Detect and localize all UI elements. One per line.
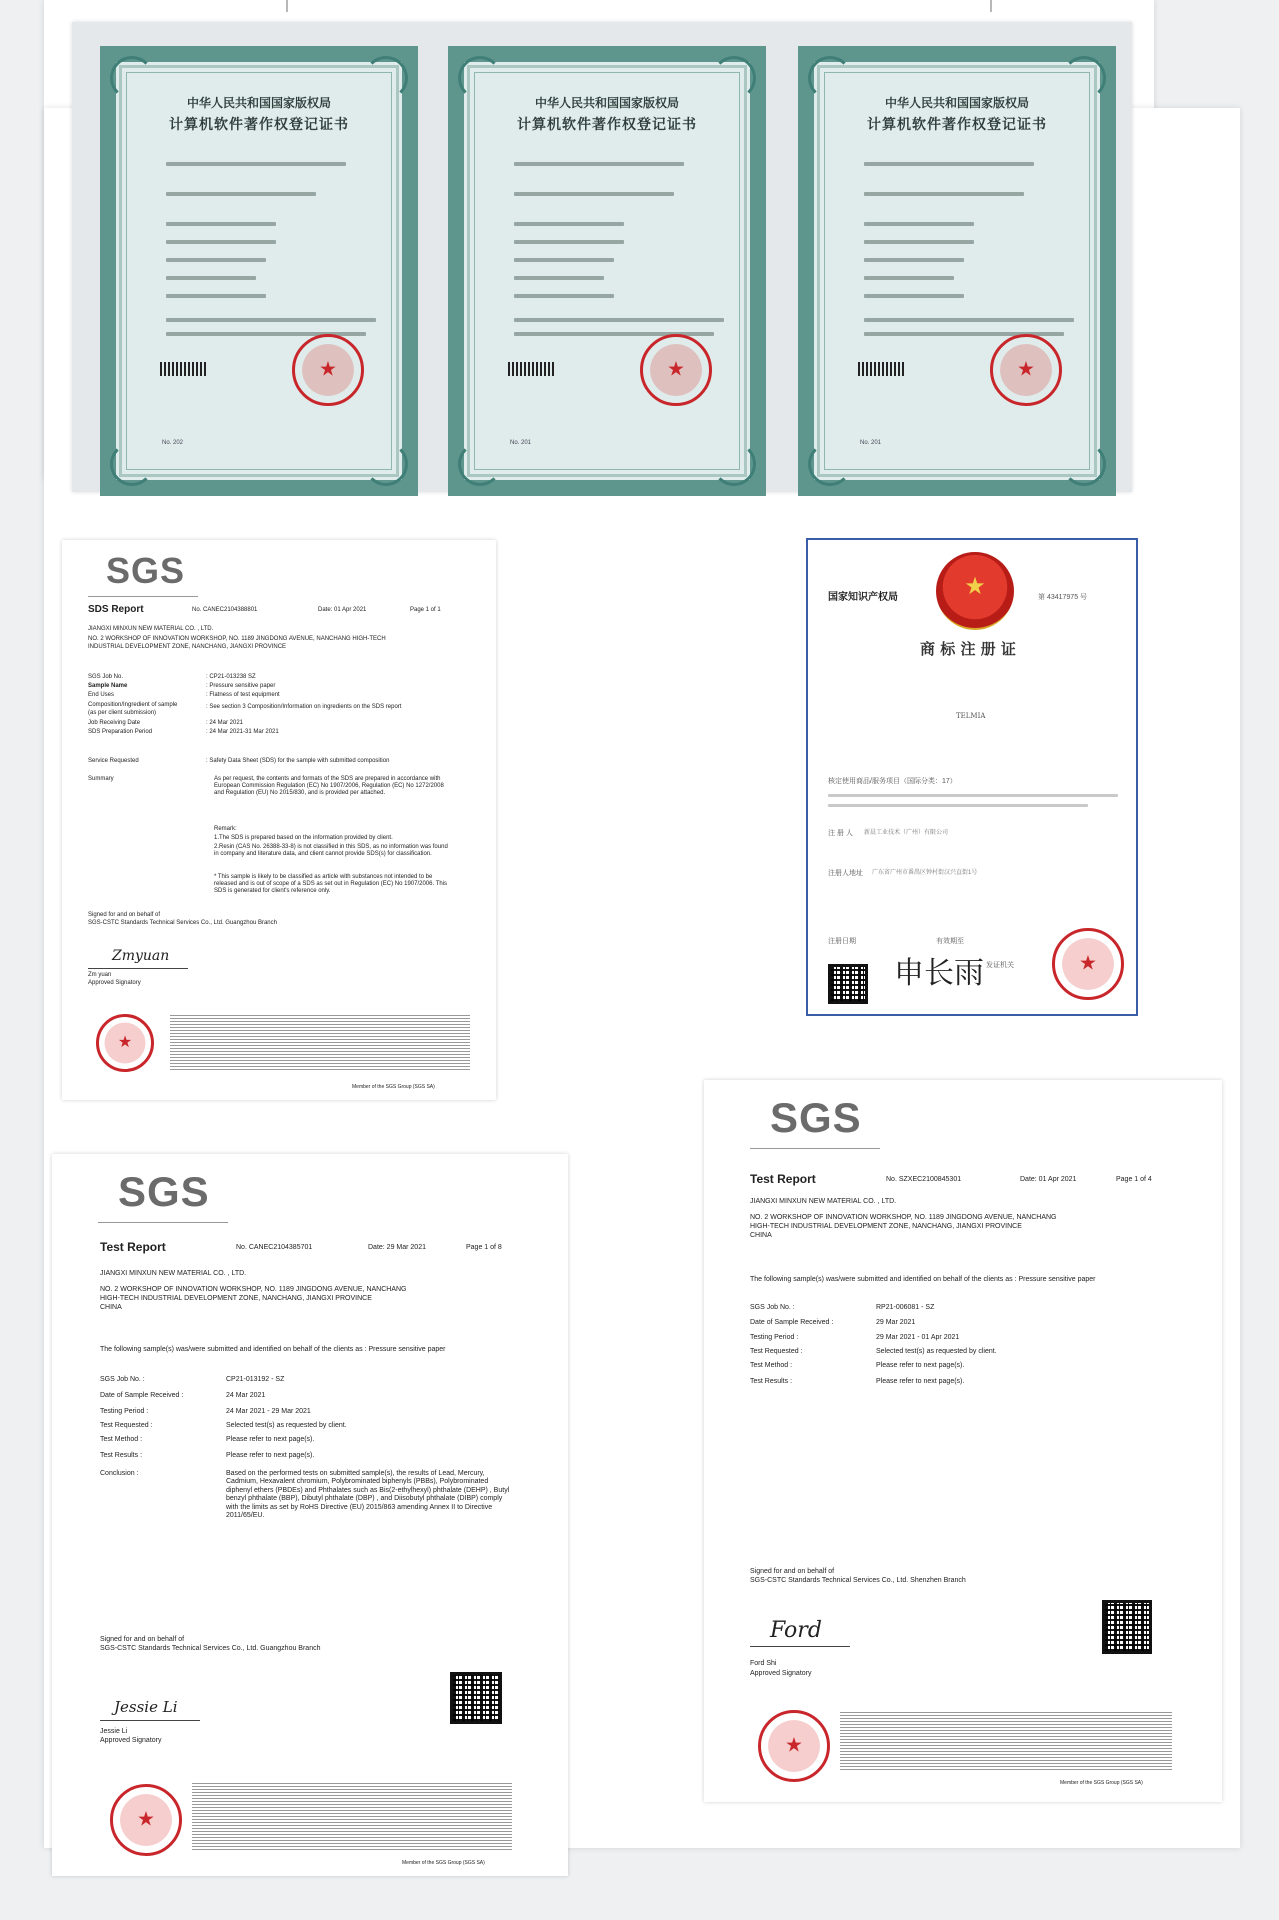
company-address: CHINA — [100, 1304, 122, 1311]
field-value: RP21-006081 - SZ — [876, 1304, 935, 1311]
certificate-title: 计算机软件著作权登记证书 — [517, 117, 697, 133]
summary-text: As per request, the contents and formats of the SDS are prepared in accordance with European Commission Regulation (EC) No 1907/2006, Regulation (EC) No 1272/2008 and Regulation (EU) No 2015/830, and is provided per attached. — [214, 776, 444, 797]
signed-for: Signed for and on behalf of — [88, 912, 161, 918]
qr-code — [450, 1672, 502, 1724]
field-value: 29 Mar 2021 — [876, 1319, 916, 1326]
sgs-logo: SGS — [770, 1094, 862, 1141]
field-label: Job Receiving Date — [88, 720, 141, 726]
ornament-icon — [458, 442, 502, 486]
remark-text: 2.Resin (CAS No. 26388-33-8) is not classified in this SDS, as no information was found in company and literature data, and client cannot provide SDS(s) for classification. — [214, 844, 448, 858]
sgs-seal: ★ — [758, 1710, 830, 1782]
ornament-icon — [808, 442, 852, 486]
divider-line — [990, 0, 992, 12]
barcode — [858, 362, 904, 376]
sgs-logo: SGS — [106, 550, 186, 591]
national-emblem: ★ — [936, 552, 1014, 630]
software-copyright-certificate — [448, 46, 766, 496]
signatory-name: Jessie Li — [100, 1728, 128, 1735]
conclusion-text: Based on the performed tests on submitted sample(s), the results of Lead, Mercury, Cadmium, Hexavalent chromium, Polybrominated biphenyls (PBBs), Polybrominated diphenyl ethers (PBDEs) and Phthalates such as Bis(2-ethylhexyl) phthalate (DEHP) , Butyl benzyl phthalate (BBP), Dibutyl phthalate (DBP) , and Diisobutyl phthalate (DIBP) comply with the limits as set by RoHS Directive (EU) 2015/863 amending Annex II to Directive 2011/65/EU. — [226, 1470, 510, 1519]
report-title: SDS Report — [88, 604, 144, 615]
field-label: (as per client submission) — [88, 710, 157, 716]
certificate-title: 计算机软件著作权登记证书 — [867, 117, 1047, 133]
field-label: Test Requested : — [750, 1348, 803, 1355]
signed-for: Signed for and on behalf of — [750, 1568, 835, 1575]
member-note: Member of the SGS Group (SGS SA) — [1060, 1780, 1143, 1786]
company-address: INDUSTRIAL DEVELOPMENT ZONE, NANCHANG, JIANGXI PROVINCE — [88, 644, 287, 650]
terms-fine-print — [840, 1710, 1172, 1770]
signatory-role: Approved Signatory — [750, 1670, 812, 1677]
conclusion-label: Conclusion : — [100, 1470, 139, 1477]
address-value: 广东省广州市番禺区钟村街汉兴直街1号 — [872, 870, 978, 876]
official-seal: ★ — [990, 334, 1062, 406]
test-report-guangzhou — [52, 1154, 568, 1876]
report-number: No. CANEC2104388801 — [192, 607, 258, 613]
field-value: : 24 Mar 2021 — [206, 720, 244, 726]
member-note: Member of the SGS Group (SGS SA) — [402, 1860, 485, 1866]
field-value: Selected test(s) as requested by client. — [226, 1422, 347, 1429]
software-copyright-certificate — [100, 46, 418, 496]
ornament-icon — [110, 442, 154, 486]
registrant-label: 注 册 人 — [828, 830, 853, 837]
remark-title: Remark: — [214, 826, 237, 832]
certificate-number: No. 202 — [162, 440, 184, 446]
certificate-authority: 中华人民共和国国家版权局 — [534, 96, 679, 110]
field-value: : 24 Mar 2021-31 Mar 2021 — [206, 729, 279, 735]
company-address: HIGH-TECH INDUSTRIAL DEVELOPMENT ZONE, NANCHANG, JIANGXI PROVINCE — [100, 1295, 372, 1302]
date-label: 注册日期 — [828, 938, 856, 945]
report-page: Page 1 of 4 — [1116, 1176, 1152, 1183]
field-value: : Safety Data Sheet (SDS) for the sample with submitted composition — [206, 758, 390, 764]
certificate-authority: 中华人民共和国国家版权局 — [186, 96, 331, 110]
field-value: : See section 3 Composition/Information on ingredients on the SDS report — [206, 704, 402, 710]
divider-line — [286, 0, 288, 12]
software-copyright-certificate — [798, 46, 1116, 496]
official-seal: ★ — [292, 334, 364, 406]
terms-fine-print — [192, 1782, 512, 1850]
registrant-value: 新晨工业技术（广州）有限公司 — [864, 830, 949, 836]
field-value: Selected test(s) as requested by client. — [876, 1348, 997, 1355]
field-label: Test Requested : — [100, 1422, 153, 1429]
report-date: Date: 29 Mar 2021 — [368, 1244, 426, 1251]
field-label: Test Results : — [100, 1452, 143, 1459]
certificate-number: No. 201 — [860, 440, 882, 446]
issuer-label: 发证机关 — [986, 962, 1014, 969]
intro-text: The following sample(s) was/were submitted and identified on behalf of the clients as : Pressure sensitive paper — [100, 1346, 446, 1353]
field-label: Testing Period : — [750, 1334, 799, 1341]
field-label: Test Method : — [750, 1362, 793, 1369]
company-name: JIANGXI MINXUN NEW MATERIAL CO. , LTD. — [88, 626, 214, 632]
signed-organization: SGS-CSTC Standards Technical Services Co., Ltd. Shenzhen Branch — [750, 1577, 966, 1584]
field-label: Sample Name — [88, 683, 128, 689]
signed-organization: SGS-CSTC Standards Technical Services Co., Ltd. Guangzhou Branch — [88, 920, 277, 926]
report-number: No. CANEC2104385701 — [236, 1244, 313, 1251]
signatory-name: Ford Shi — [750, 1660, 777, 1667]
report-date: Date: 01 Apr 2021 — [318, 607, 367, 613]
signature: Jessie Li — [114, 1698, 178, 1716]
field-label: SGS Job No. : — [100, 1376, 145, 1383]
signatory-role: Approved Signatory — [88, 980, 141, 986]
report-title: Test Report — [100, 1240, 166, 1254]
software-certificates — [72, 22, 1132, 492]
certificate-title: 商 标 注 册 证 — [920, 640, 1016, 658]
company-address: NO. 2 WORKSHOP OF INNOVATION WORKSHOP, NO. 1189 JINGDONG AVENUE, NANCHANG HIGH-TECH — [88, 636, 386, 642]
validity-label: 有效期至 — [936, 938, 964, 945]
report-number: No. SZXEC2100845301 — [886, 1176, 962, 1183]
intro-text: The following sample(s) was/were submitted and identified on behalf of the clients as : Pressure sensitive paper — [750, 1276, 1096, 1283]
certificate-title: 计算机软件著作权登记证书 — [169, 117, 349, 133]
report-page: Page 1 of 1 — [410, 607, 441, 613]
company-name: JIANGXI MINXUN NEW MATERIAL CO. , LTD. — [750, 1198, 897, 1205]
field-value: : Flatness of test equipment — [206, 692, 280, 698]
field-label: SGS Job No. : — [750, 1304, 795, 1311]
company-name: JIANGXI MINXUN NEW MATERIAL CO. , LTD. — [100, 1270, 247, 1277]
test-report-shenzhen — [704, 1080, 1222, 1802]
official-seal: ★ — [1052, 928, 1124, 1000]
signature: Zmyuan — [112, 948, 170, 964]
signatory-role: Approved Signatory — [100, 1737, 162, 1744]
terms-fine-print — [170, 1014, 470, 1070]
qr-code — [828, 964, 868, 1004]
field-value: : Pressure sensitive paper — [206, 683, 276, 689]
field-label: Composition/Ingredient of sample — [88, 702, 178, 708]
signatory-name: Zm yuan — [88, 972, 112, 978]
sds-report — [62, 540, 496, 1100]
signed-for: Signed for and on behalf of — [100, 1636, 185, 1643]
report-page: Page 1 of 8 — [466, 1244, 502, 1251]
company-address: NO. 2 WORKSHOP OF INNOVATION WORKSHOP, NO. 1189 JINGDONG AVENUE, NANCHANG — [750, 1214, 1057, 1221]
signature: Ford — [770, 1618, 822, 1643]
field-label: End Uses — [88, 692, 115, 698]
field-label: Date of Sample Received : — [750, 1319, 834, 1326]
field-label: SGS Job No. — [88, 674, 124, 680]
field-label: Service Requested — [88, 758, 139, 764]
sgs-logo: SGS — [118, 1168, 210, 1215]
certificate-number: No. 201 — [510, 440, 532, 446]
field-value: 29 Mar 2021 - 01 Apr 2021 — [876, 1334, 960, 1341]
address-label: 注册人地址 — [828, 870, 863, 877]
company-address: CHINA — [750, 1232, 772, 1239]
certificate-authority: 中华人民共和国国家版权局 — [884, 96, 1029, 110]
sgs-seal: ★ — [110, 1784, 182, 1856]
field-value: Please refer to next page(s). — [876, 1362, 965, 1369]
field-value: 24 Mar 2021 — [226, 1392, 266, 1399]
company-address: NO. 2 WORKSHOP OF INNOVATION WORKSHOP, NO. 1189 JINGDONG AVENUE, NANCHANG — [100, 1286, 407, 1293]
trademark-certificate — [806, 538, 1138, 1016]
signed-organization: SGS-CSTC Standards Technical Services Co., Ltd. Guangzhou Branch — [100, 1645, 321, 1652]
member-note: Member of the SGS Group (SGS SA) — [352, 1084, 435, 1090]
issuer-header: 国家知识产权局 — [828, 592, 898, 603]
report-date: Date: 01 Apr 2021 — [1020, 1176, 1077, 1183]
barcode — [160, 362, 206, 376]
field-value: : CP21-013238 SZ — [206, 674, 256, 680]
company-address: HIGH-TECH INDUSTRIAL DEVELOPMENT ZONE, NANCHANG, JIANGXI PROVINCE — [750, 1223, 1022, 1230]
director-signature: 申长雨 — [894, 956, 984, 991]
ornament-icon — [712, 442, 756, 486]
field-value: Please refer to next page(s). — [226, 1436, 315, 1443]
qr-code — [1102, 1600, 1152, 1654]
field-label: Test Method : — [100, 1436, 143, 1443]
field-label: SDS Preparation Period — [88, 729, 153, 735]
ornament-icon — [1062, 442, 1106, 486]
field-value: Please refer to next page(s). — [226, 1452, 315, 1459]
summary-label: Summary — [88, 776, 114, 782]
report-title: Test Report — [750, 1172, 816, 1186]
note-text: * This sample is likely to be classified as article with substances not intended to be released and is out of scope of a SDS as set out in Regulation (EC) No 1907/2006. This SDS is generated for client's reference only. — [214, 874, 448, 895]
field-value: Please refer to next page(s). — [876, 1378, 965, 1385]
field-label: Date of Sample Received : — [100, 1392, 184, 1399]
field-value: 24 Mar 2021 - 29 Mar 2021 — [226, 1408, 311, 1415]
goods-label: 核定使用商品/服务项目（国际分类：17） — [828, 778, 957, 785]
sgs-seal: ★ — [96, 1014, 154, 1072]
registration-number: 第 43417975 号 — [1038, 594, 1088, 601]
barcode — [508, 362, 554, 376]
remark-text: 1.The SDS is prepared based on the information provided by client. — [214, 835, 393, 841]
field-label: Testing Period : — [100, 1408, 149, 1415]
trademark-mark: TELMIA — [956, 712, 986, 720]
official-seal: ★ — [640, 334, 712, 406]
field-value: CP21-013192 - SZ — [226, 1376, 285, 1383]
ornament-icon — [364, 442, 408, 486]
field-label: Test Results : — [750, 1378, 793, 1385]
